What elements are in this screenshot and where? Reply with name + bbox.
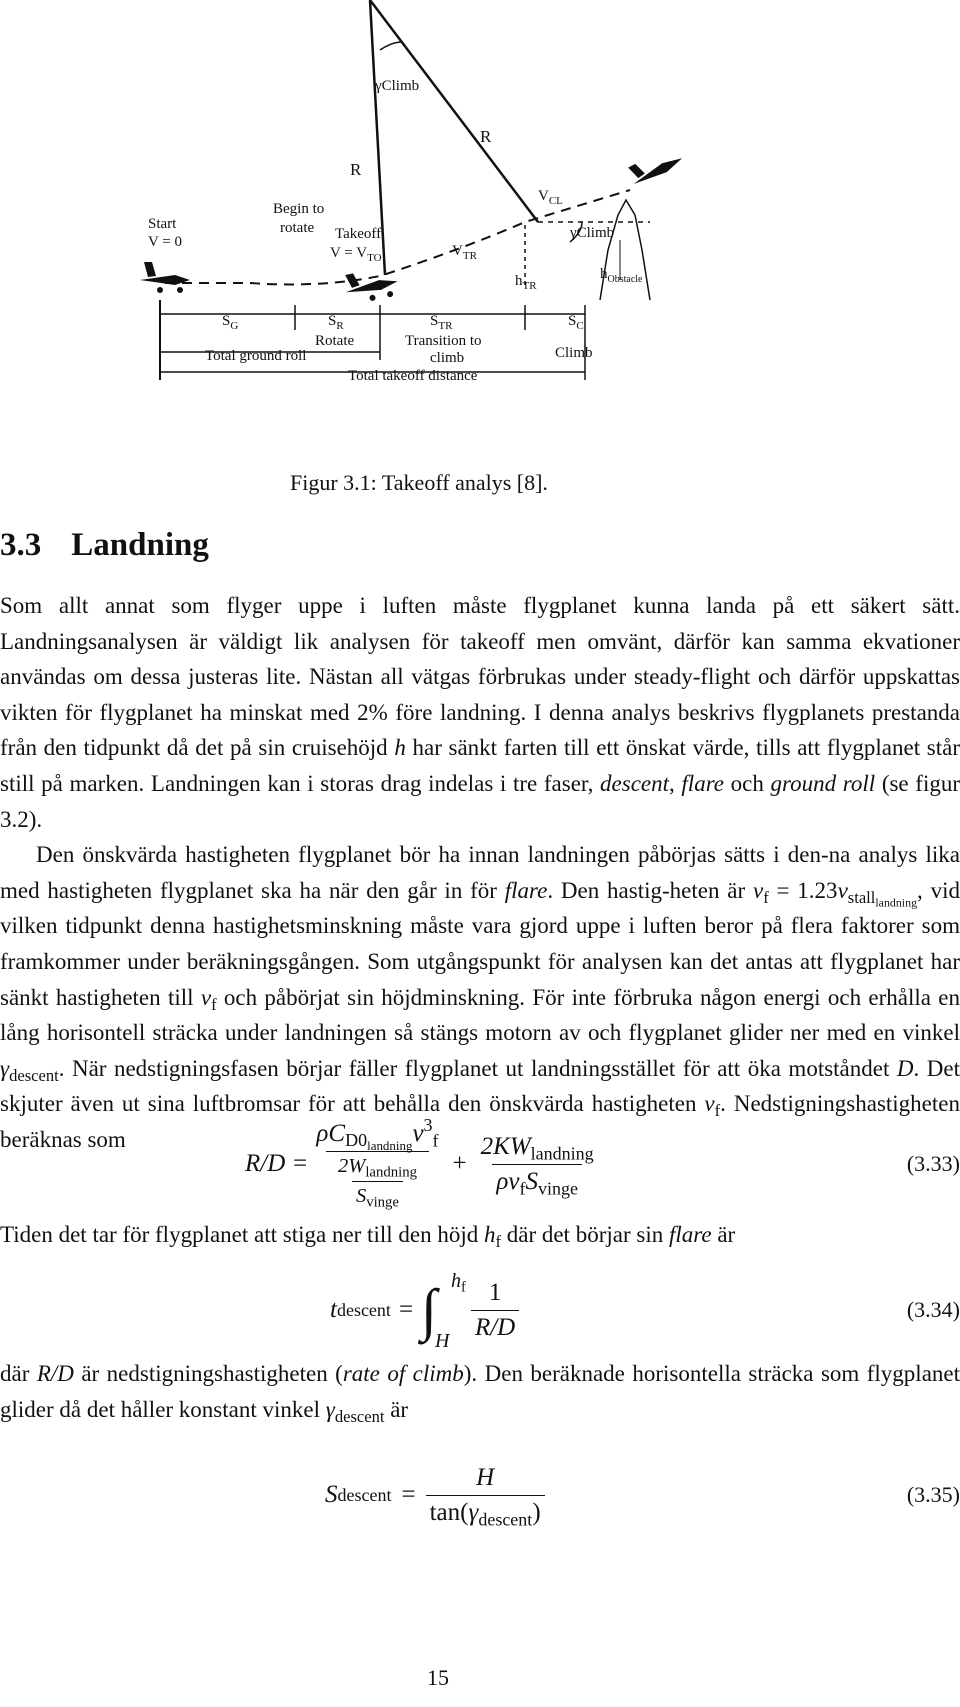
label-s-g: $S_G$ — [222, 313, 239, 332]
radius-line-right — [370, 0, 538, 222]
takeoff-figure — [130, 0, 700, 395]
equation-3-34: t descent = ∫ $h_f$ H $\frac{1}{R/D}$ (3.34) — [330, 1270, 960, 1352]
equation-number-3-33: (3.33) — [906, 1151, 960, 1176]
equation-3-35: S descent = $\frac{H}{\tan(\gamma_{descent})}$ (3.35) — [325, 1463, 960, 1529]
label-begin: Begin to — [273, 201, 325, 217]
paragraph-1: Som allt annat som flyger uppe i luften måste flygplanet kunna landa på ett säkert sätt. Landningsanalysen är väldigt lik analysen för takeoff men omvänt, därför kan samma ekvationer användas om dessa justeras lite. Nästan all vätgas förbrukas under steady-flight och därför uppskattas vikten för flygplanet ha minskat med 2% före landning. I denna analys beskrivs flygplanets prestanda från den tidpunkt då det på sin cruisehöjd h har sänkt farten till ett önskat värde, tills att flygplanet står still på marken. Landningen kan i storas drag indelas i tre faser, descent, flare och ground roll (se figur 3.2). — [0, 593, 960, 832]
integral-symbol: ∫ $h_f$ H — [421, 1270, 466, 1352]
figure-caption: Figur 3.1: Takeoff analys [8]. — [290, 470, 548, 495]
label-climb-lower: climb — [430, 350, 465, 366]
label-gamma-climb-top: γClimb — [375, 78, 420, 94]
takeoff-diagram — [130, 0, 700, 395]
label-rotate-top: rotate — [280, 220, 315, 236]
equation-number-3-34: (3.34) — [906, 1297, 960, 1322]
airplane-takeoff-icon — [342, 265, 400, 306]
text-before-eq-3-34: Tiden det tar för flygplanet att stiga ner till den höjd $h_f$ där det börjar sin flare är — [0, 1222, 736, 1251]
equation-number-3-35: (3.35) — [906, 1482, 960, 1507]
label-s-tr: $S_{TR}$ — [430, 313, 453, 332]
label-start-v: V = 0 — [148, 234, 183, 250]
label-takeoff-v: $V = V_{TO}$ — [330, 245, 382, 264]
label-v-cl: $V_{CL}$ — [538, 188, 563, 207]
paragraph-2: Den önskvärda hastigheten flygplanet bör ha innan landningen påbörjas sätts i den-na analys lika med hastigheten flygplanet ska ha när den går in för flare. Den hastig-heten är $v_f = 1.23v_{stall_{landning}}$, vid vilken tidpunkt denna hastighetsminskning måste vara gjord uppe i luften beror på flera faktorer som framkommer under beräkningsgången. Som utgångspunkt för analysen kan det antas att flygplanet har sänkt hastigheten till $v_f$ och påbörjat sin höjdminskning. För inte förbruka någon energi och erhålla en lång horisontell sträcka under landningen så stängs motorn av och flygplanet glider ner med en vinkel $\gamma_{descent}$. När nedstigningsfasen börjar fäller flygplanet ut landningsstället för att öka motståndet D. Det skjuter även ut sina luftbromsar för att behålla den önskvärda hastigheten $v_f$. Nedstigningshastigheten beräknas som — [0, 842, 960, 1152]
airplane-climb-icon — [626, 143, 685, 188]
label-r-left: R — [350, 160, 362, 179]
airplane-start-icon — [140, 262, 190, 293]
obstacle-outline — [600, 200, 650, 300]
label-transition: Transition to — [405, 333, 482, 349]
label-total-ground-roll: Total ground roll — [205, 348, 307, 364]
label-total-takeoff-distance: Total takeoff distance — [348, 368, 478, 384]
gamma-arc-top — [380, 42, 402, 50]
section-heading — [0, 527, 209, 564]
equation-3-33: R/D = $\frac{\rho C_{D0_{landning}}v^3_f}{\frac{2W_{landning}}{S_{vinge}}}$ + $\frac{2KW_{landning}}{\rho v_fS_{vinge}}$ (3.33) — [245, 1115, 960, 1211]
label-v-tr: $V_{TR}$ — [452, 243, 477, 262]
label-gamma-climb-right: γClimb — [570, 225, 615, 241]
label-rotate: Rotate — [315, 333, 355, 349]
label-s-r: $S_R$ — [328, 313, 344, 332]
body-text — [0, 588, 960, 1158]
section-number: 3.3 — [0, 527, 42, 563]
label-h-tr: $h_{TR}$ — [515, 273, 537, 292]
label-climb: Climb — [555, 345, 593, 361]
label-r-right: R — [480, 127, 492, 146]
page-number: 15 — [427, 1665, 449, 1690]
section-title: Landning — [71, 527, 209, 563]
label-h-obstacle: $h_{Obstacle}$ — [600, 266, 643, 285]
label-s-c: $S_C$ — [568, 313, 584, 332]
text-before-eq-3-35: där R/D är nedstigningshastigheten (rate of climb). Den beräknade horisontella sträcka som flygplanet glider då det håller konstant vinkel $\gamma_{descent}$ är — [0, 1361, 960, 1426]
label-takeoff: Takeoff — [335, 226, 382, 242]
label-start: Start — [148, 216, 177, 232]
